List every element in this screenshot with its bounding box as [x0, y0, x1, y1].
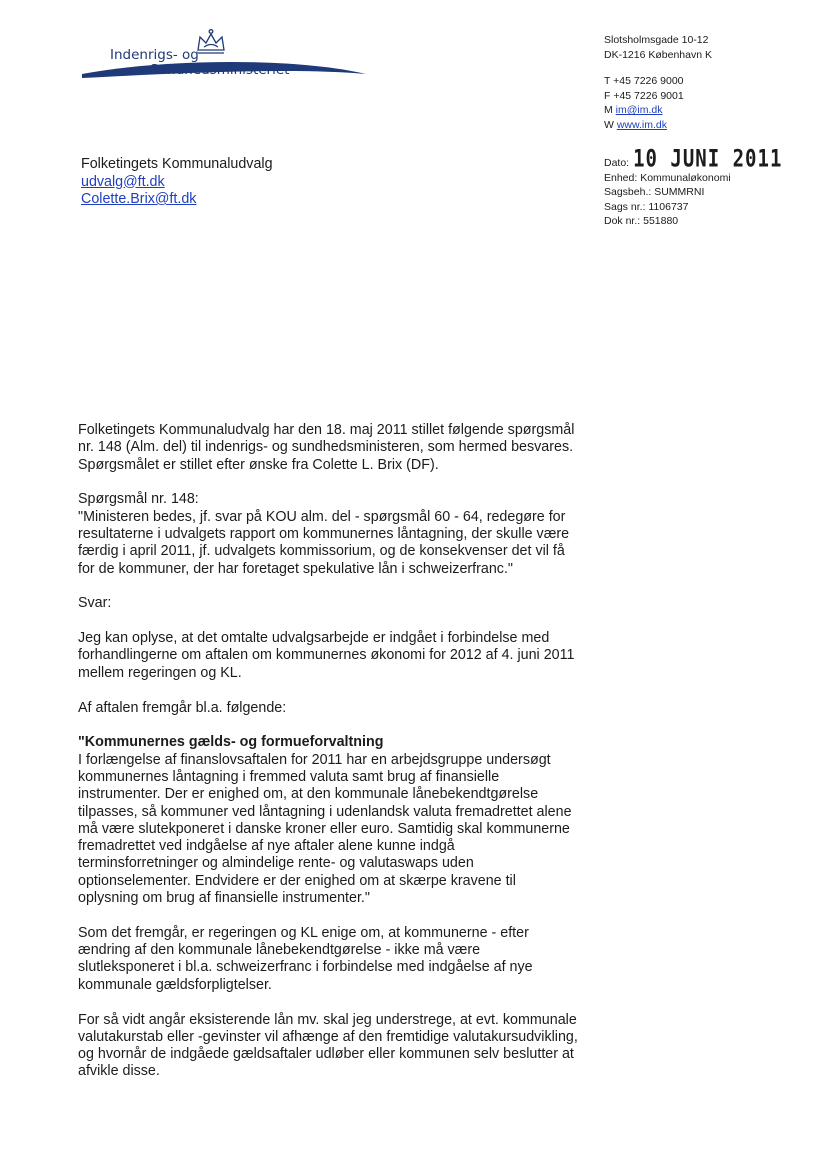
recipient-email-1[interactable]: udvalg@ft.dk — [81, 173, 165, 190]
answer-paragraph-1: Jeg kan oplyse, at det omtalte udvalgsarbejde er indgået i forbindelse med forhandlingerne om aftalen om kommunernes økonomi for 2012 af 4. juni 2011 mellem regeringen og KL. — [78, 630, 575, 681]
ministry-logo — [78, 28, 378, 92]
mail-link[interactable]: im@im.dk — [615, 104, 663, 116]
logo-line-2: Sundhedsministeriet — [150, 62, 290, 78]
intro-paragraph: Folketingets Kommunaludvalg har den 18. maj 2011 stillet følgende spørgsmål nr. 148 (Alm. del) til indenrigs- og sundhedsministeren, som hermed besvares. Spørgsmålet er stillet efter ønske fra Colette L. Brix (DF). — [78, 422, 575, 473]
answer-paragraph-4: For så vidt angår eksisterende lån mv. skal jeg understrege, at evt. kommunale valutakurstab eller -gevinster vil afhænge af den fremtidige valutakursudvikling, og hvornår de indgåede gældsaftaler udløber eller kommunen selv beslutter at afvikle disse. — [78, 1011, 578, 1080]
address-city: DK-1216 København K — [604, 48, 712, 61]
answer-label: Svar: — [78, 595, 112, 612]
answer-paragraph-2: Af aftalen fremgår bl.a. følgende: — [78, 699, 287, 716]
date-label: Dato: — [604, 157, 630, 169]
question-label: Spørgsmål nr. 148: — [78, 491, 199, 508]
logo-line-1: Indenrigs- og — [110, 47, 199, 63]
letter-body — [78, 422, 578, 1098]
date-row — [604, 145, 783, 173]
address-mail-row — [604, 103, 712, 118]
meta-doc: Dok nr.: 551880 — [604, 215, 679, 227]
meta-handler: Sagsbeh.: SUMMRNI — [604, 186, 705, 198]
meta-case: Sags nr.: 1106737 — [604, 200, 689, 213]
mail-prefix: M — [604, 104, 616, 116]
meta-unit: Enhed: Kommunaløkonomi — [604, 171, 731, 184]
address-fax: F +45 7226 9001 — [604, 89, 684, 102]
date-stamp: 10 JUNI 2011 — [633, 145, 783, 173]
recipient-block — [81, 156, 273, 209]
address-street: Slotsholmsgade 10-12 — [604, 34, 709, 46]
address-web-row — [604, 118, 712, 133]
web-prefix: W — [604, 118, 617, 131]
web-link[interactable]: www.im.dk — [616, 118, 668, 131]
question-text: "Ministeren bedes, jf. svar på KOU alm. del - spørgsmål 60 - 64, redegøre for resultaterne i udvalgets rapport om kommunernes låntagning, der skulle være færdig i april 2011, jf. udvalgets kommissorium, og de konsekvenser det vil få for de kommuner, der har foretaget spekulative lån i schweizerfranc." — [78, 508, 570, 577]
quote-body: I forlængelse af finanslovsaftalen for 2011 har en arbejdsgruppe undersøgt kommunernes låntagning i fremmed valuta samt brug af finansielle instrumenter. Der er enighed om, at den kommunale lånebekendtgørelse tilpasses, så kommuner ved låntagning i udenlandsk valuta fremadrettet alene må være slutekponeret i danske kroner eller euro. Samtidig skal kommunerne fremadrettet ved indgåelse af nye aftaler alene kunne indgå terminsforretninger og almindelige rente- og valutaswaps uden optionselementer. Endvidere er der enighed om at skærpe kravene til oplysning om brug af finansielle instrumenter." — [78, 751, 572, 907]
answer-paragraph-3: Som det fremgår, er regeringen og KL enige om, at kommunerne - efter ændring af den kommunale lånebekendtgørelse - ikke må være slutleksponeret i bl.a. schweizerfranc i forbindelse med indgåelse af nye kommunale gældsforpligtelser. — [78, 924, 533, 993]
sender-address — [604, 33, 712, 132]
recipient-email-2[interactable]: Colette.Brix@ft.dk — [81, 191, 197, 207]
quote-heading: "Kommunernes gælds- og formueforvaltning — [78, 734, 384, 751]
address-phone: T +45 7226 9000 — [604, 75, 684, 87]
recipient-name: Folketingets Kommunaludvalg — [81, 156, 273, 172]
document-meta — [604, 145, 783, 229]
